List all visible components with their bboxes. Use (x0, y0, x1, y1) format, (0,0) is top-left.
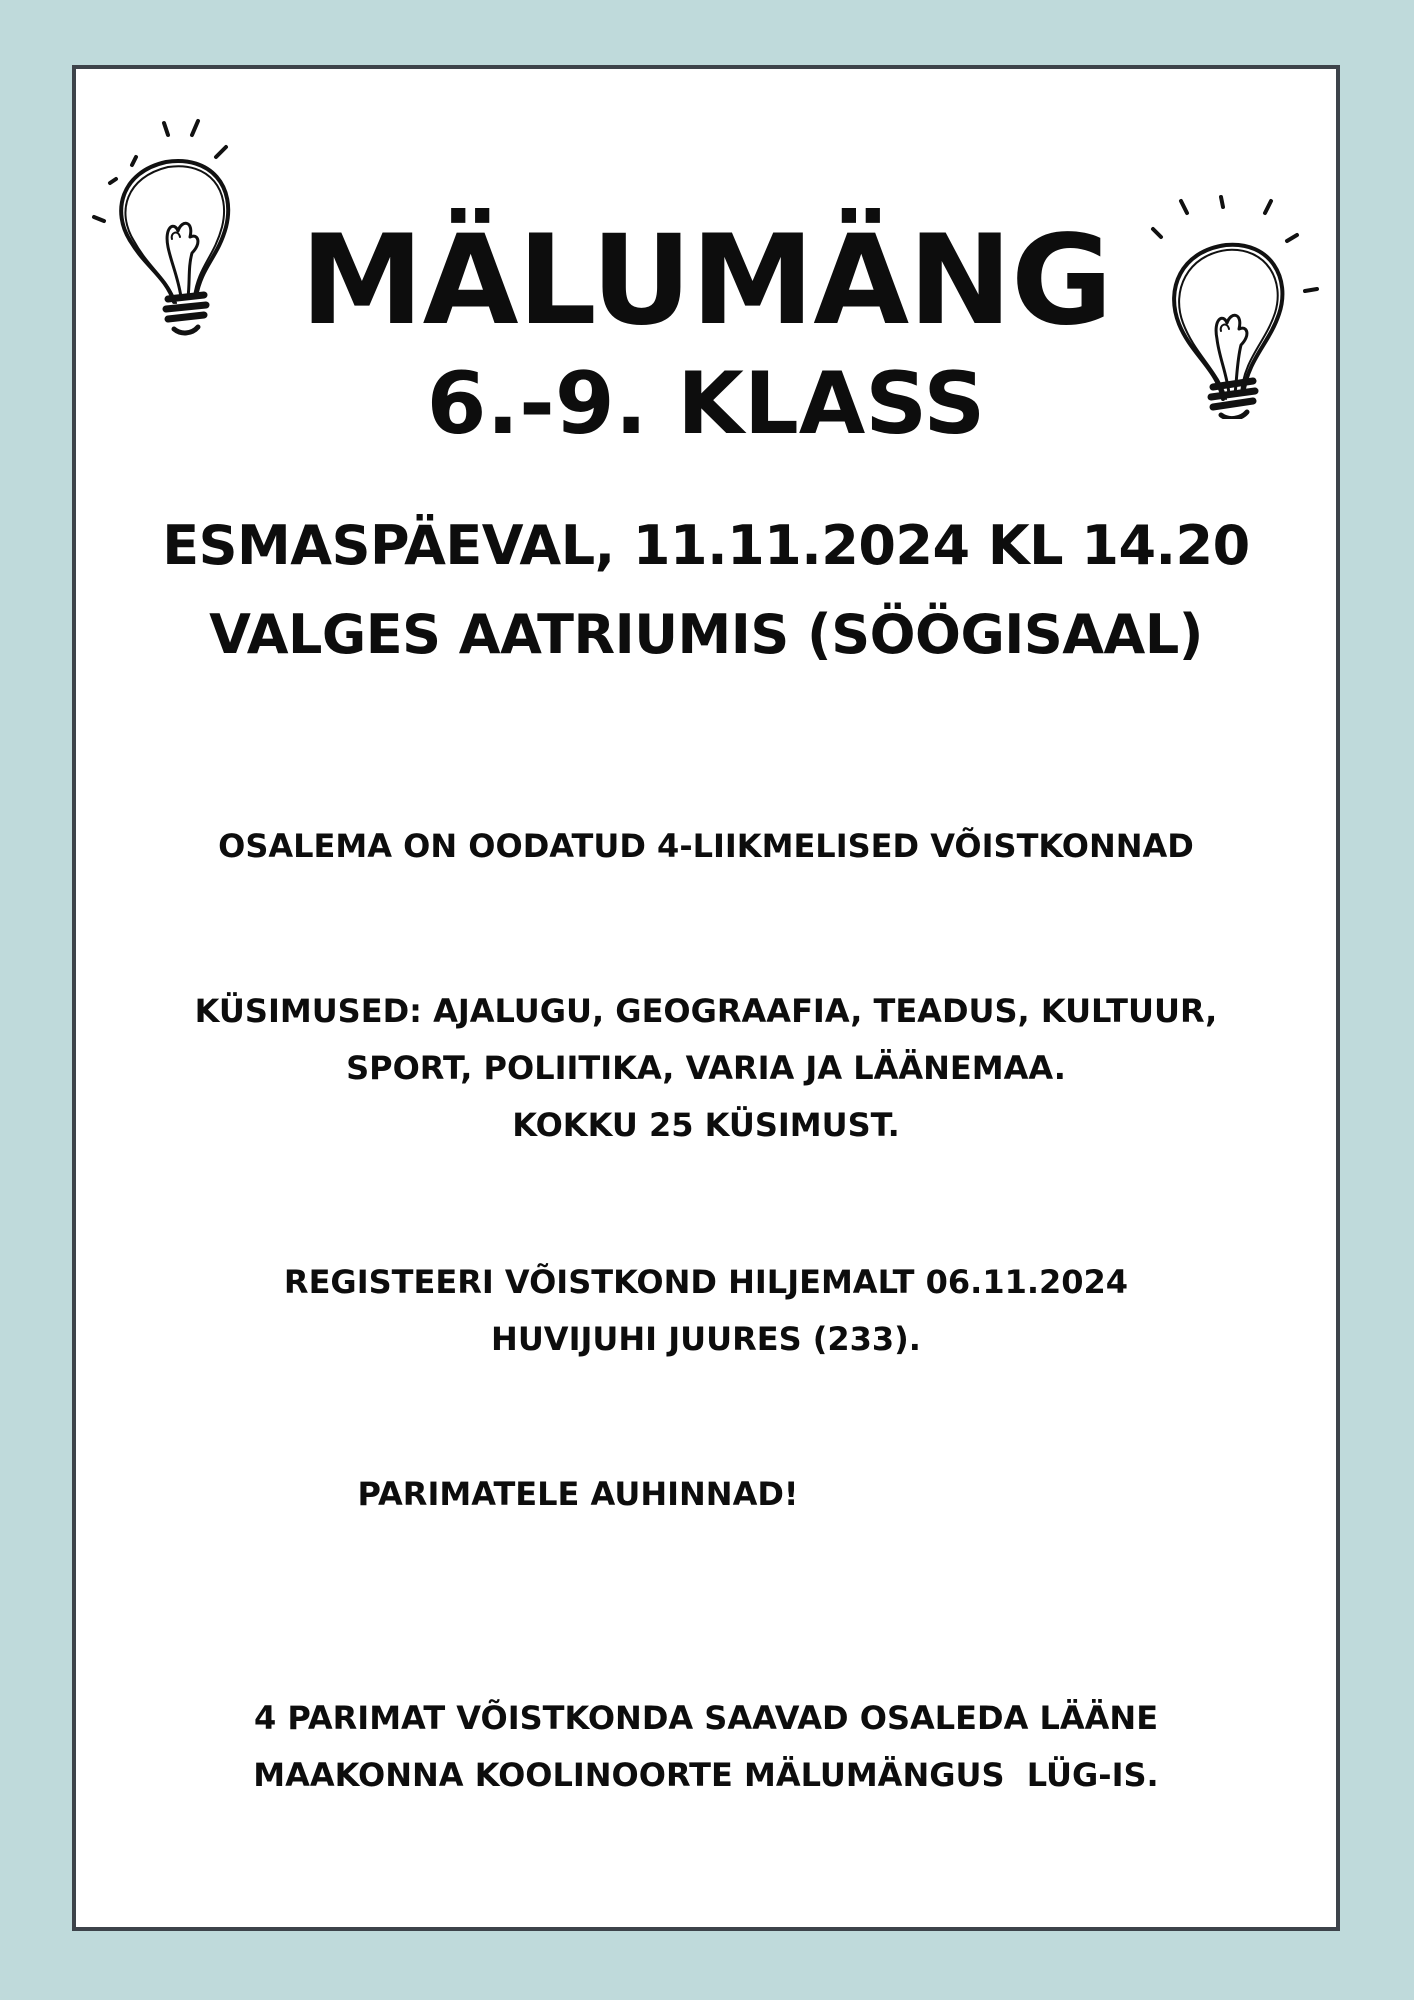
finals-line-1: 4 PARIMAT VÕISTKONDA SAAVAD OSALEDA LÄÄNE (253, 1699, 1159, 1737)
poster-title: MÄLUMÄNG (300, 209, 1112, 353)
registration-line-1: REGISTEERI VÕISTKOND HILJEMALT 06.11.2024 (283, 1263, 1129, 1301)
prizes-text: PARIMATELE AUHINNAD! (357, 1475, 799, 1513)
poster (72, 65, 1340, 1931)
topics-line-2: SPORT, POLIITIKA, VARIA JA LÄÄNEMAA. (346, 1049, 1066, 1087)
topics-line-1: KÜSIMUSED: AJALUGU, GEOGRAAFIA, TEADUS, KULTUUR, (194, 992, 1218, 1030)
registration-line-2: HUVIJUHI JUURES (233). (491, 1320, 921, 1358)
poster-subtitle: 6.-9. KLASS (426, 354, 986, 454)
teams-info: OSALEMA ON OODATUD 4-LIIKMELISED VÕISTKONNAD (218, 827, 1194, 865)
event-date: ESMASPÄEVAL, 11.11.2024 KL 14.20 (162, 514, 1250, 577)
finals-line-2: MAAKONNA KOOLINOORTE MÄLUMÄNGUS LÜG-IS. (253, 1756, 1159, 1794)
topics-line-3: KOKKU 25 KÜSIMUST. (512, 1106, 900, 1144)
event-location: VALGES AATRIUMIS (SÖÖGISAAL) (209, 603, 1203, 666)
